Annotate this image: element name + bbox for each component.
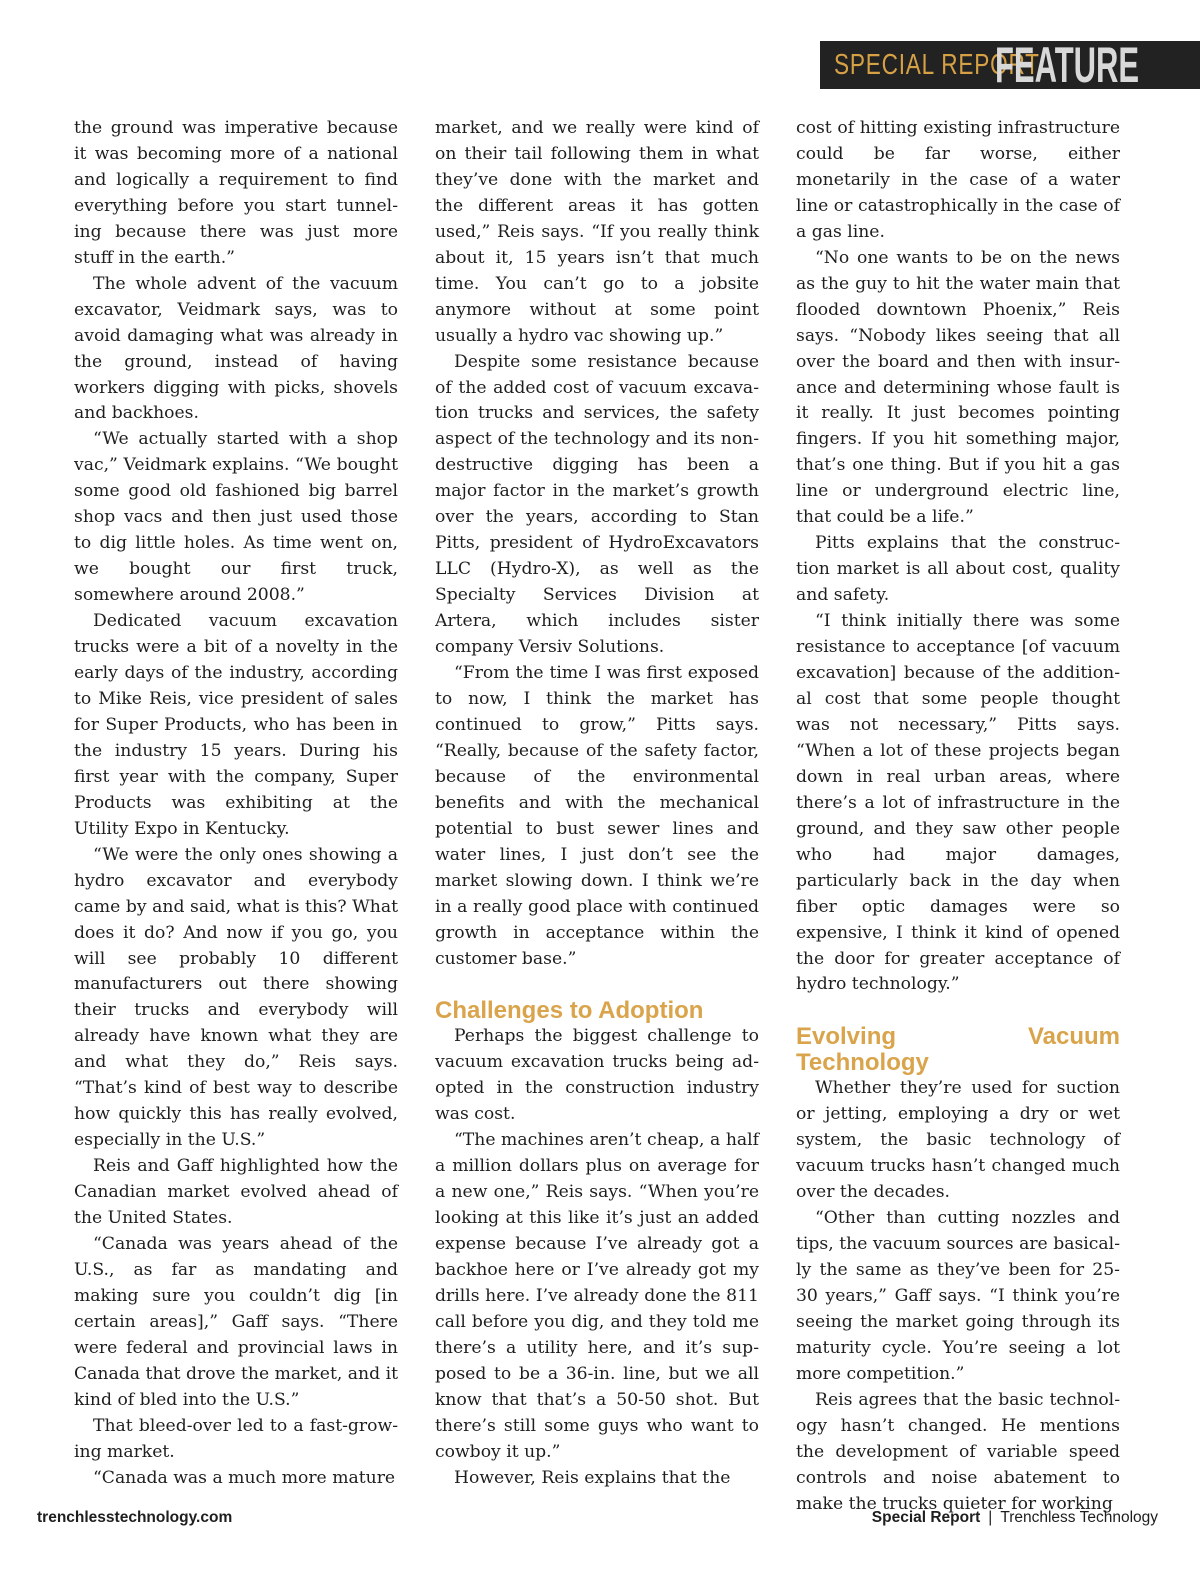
- footer-publication: Trenchless Technology: [1000, 1509, 1158, 1526]
- paragraph: market, and we really were kind of on their tail following them in what they’ve done with the market and the different areas it has gotten used,” Reis says. “If you really think about it, 15 years isn’t that much time. You can’t go to a jobsite anymore without at some point usually a hydro vac showing up.”: [435, 118, 759, 346]
- paragraph: Reis and Gaff highlighted how the Canadian market evolved ahead of the United States.: [74, 1156, 398, 1229]
- article-column-1: [74, 116, 398, 1492]
- paragraph: “I think initially there was some resistance to acceptance [of vacuum excavation] because of the additional cost that some people thought was not necessary,” Pitts says. “When a lot of these projects began down in real urban areas, where there’s a lot of infrastructure in the ground, and they saw other people who had major damages, particularly back in the day when fiber optic damages were so expensive, I think it kind of opened the door for greater acceptance of hydro technology.”: [796, 611, 1120, 995]
- paragraph: “We were the only ones showing a hydro excavator and everybody came by and said, what is this? What does it do? And now if you go, you will see probably 10 different manufacturers out there showing their trucks and everybody will already have known what they are and what they do,” Reis says. “That’s kind of best way to describe how quickly this has really evolved, especially in the U.S.”: [74, 844, 398, 1151]
- footer-section: Special Report: [871, 1509, 981, 1526]
- paragraph: cost of hitting existing infrastructure could be far worse, either monetarily in the case of a water line or catastrophically in the case of a gas line.: [796, 118, 1120, 242]
- paragraph: That bleed-over led to a fast-growing market.: [74, 1415, 398, 1462]
- paragraph: “Other than cutting nozzles and tips, the vacuum sources are basically the same as they’ve been for 25-30 years,” Gaff says. “I think you’re seeing the market going through its maturity cycle. You’re seeing a lot more competition.”: [796, 1208, 1120, 1384]
- paragraph: Perhaps the biggest challenge to vacuum excavation trucks being adopted in the construction industry was cost.: [435, 1026, 759, 1125]
- section-heading: Challenges to Adoption: [435, 997, 704, 1025]
- footer-separator: |: [988, 1509, 993, 1526]
- paragraph: Despite some resistance because of the added cost of vacuum excavation trucks and services, the safety aspect of the technology and its non-destructive digging has been a major factor in the market’s growth over the years, according to Stan Pitts, president of HydroExcavators LLC (Hydro-X), as well as the Specialty Services Division at Artera, which includes sister company Versiv Solutions.: [435, 351, 759, 658]
- section-heading: Evolving Vacuum Technology: [796, 1023, 1120, 1077]
- article-column-2: [435, 116, 759, 1492]
- category-label: FEATURE: [995, 37, 1140, 93]
- article-column-3: [796, 116, 1120, 1518]
- paragraph: “No one wants to be on the news as the guy to hit the water main that flooded downtown Phoenix,” Reis says. “Nobody likes seeing that all over the board and then with insurance and determining whose fault is it really. It just becomes pointing fingers. If you hit something major, that’s one thing. But if you hit a gas line or underground electric line, that could be a life.”: [796, 247, 1120, 528]
- paragraph: “Canada was years ahead of the U.S., as far as mandating and making sure you couldn’t dig [in certain areas],” Gaff says. “There were federal and provincial laws in Canada that drove the market, and it kind of bled into the U.S.”: [74, 1233, 398, 1410]
- section-label: SPECIAL REPORT: [834, 48, 1040, 81]
- footer-website: trenchlesstechnology.com: [37, 1509, 233, 1526]
- section-banner: [820, 37, 1200, 93]
- paragraph: “Canada was a much more mature: [93, 1467, 396, 1488]
- paragraph: Dedicated vacuum excavation trucks were a bit of a novelty in the early days of the industry, according to Mike Reis, vice president of sales for Super Products, who has been in the industry 15 years. During his first year with the company, Super Products was exhibiting at the Utility Expo in Kentucky.: [74, 611, 398, 839]
- paragraph: Whether they’re used for suction or jetting, employing a dry or wet system, the basic technology of vacuum trucks hasn’t changed much over the decades.: [796, 1078, 1120, 1203]
- paragraph: “From the time I was first exposed to now, I think the market has continued to grow,” Pitts says. “Really, because of the safety factor, because of the environmental benefits and with the mechanical potential to bust sewer lines and water lines, I just don’t see the market slowing down. I think we’re in a really good place with continued growth in acceptance within the customer base.”: [435, 663, 759, 969]
- paragraph: However, Reis explains that the: [454, 1467, 731, 1488]
- footer-publication-line: [872, 1509, 1158, 1527]
- paragraph: “We actually started with a shop vac,” Veidmark explains. “We bought some good old fashioned big barrel shop vacs and then just used those to dig little holes. As time went on, we bought our first truck, somewhere around 2008.”: [74, 429, 398, 606]
- paragraph: “The machines aren’t cheap, a half a million dollars plus on average for a new one,” Reis says. “When you’re looking at this like it’s just an added expense because I’ve already got a backhoe here or I’ve already got my drills here. I’ve already done the 811 call before you dig, and they told me there’s a utility here, and it’s supposed to be a 36-in. line, but we all know that that’s a 50-50 shot. But there’s still some guys who want to cowboy it up.”: [435, 1130, 759, 1462]
- paragraph: Pitts explains that the construction market is all about cost, quality and safety.: [796, 533, 1120, 606]
- paragraph: the ground was imperative because it was becoming more of a national and logically a requirement to find everything before you start tunneling because there was just more stuff in the earth.”: [74, 118, 398, 268]
- paragraph: Reis agrees that the basic technology hasn’t changed. He mentions the development of variable speed controls and noise abatement to make the trucks quieter for working: [796, 1389, 1120, 1514]
- paragraph: The whole advent of the vacuum excavator, Veidmark says, was to avoid damaging what was already in the ground, instead of having workers digging with picks, shovels and backhoes.: [74, 273, 398, 424]
